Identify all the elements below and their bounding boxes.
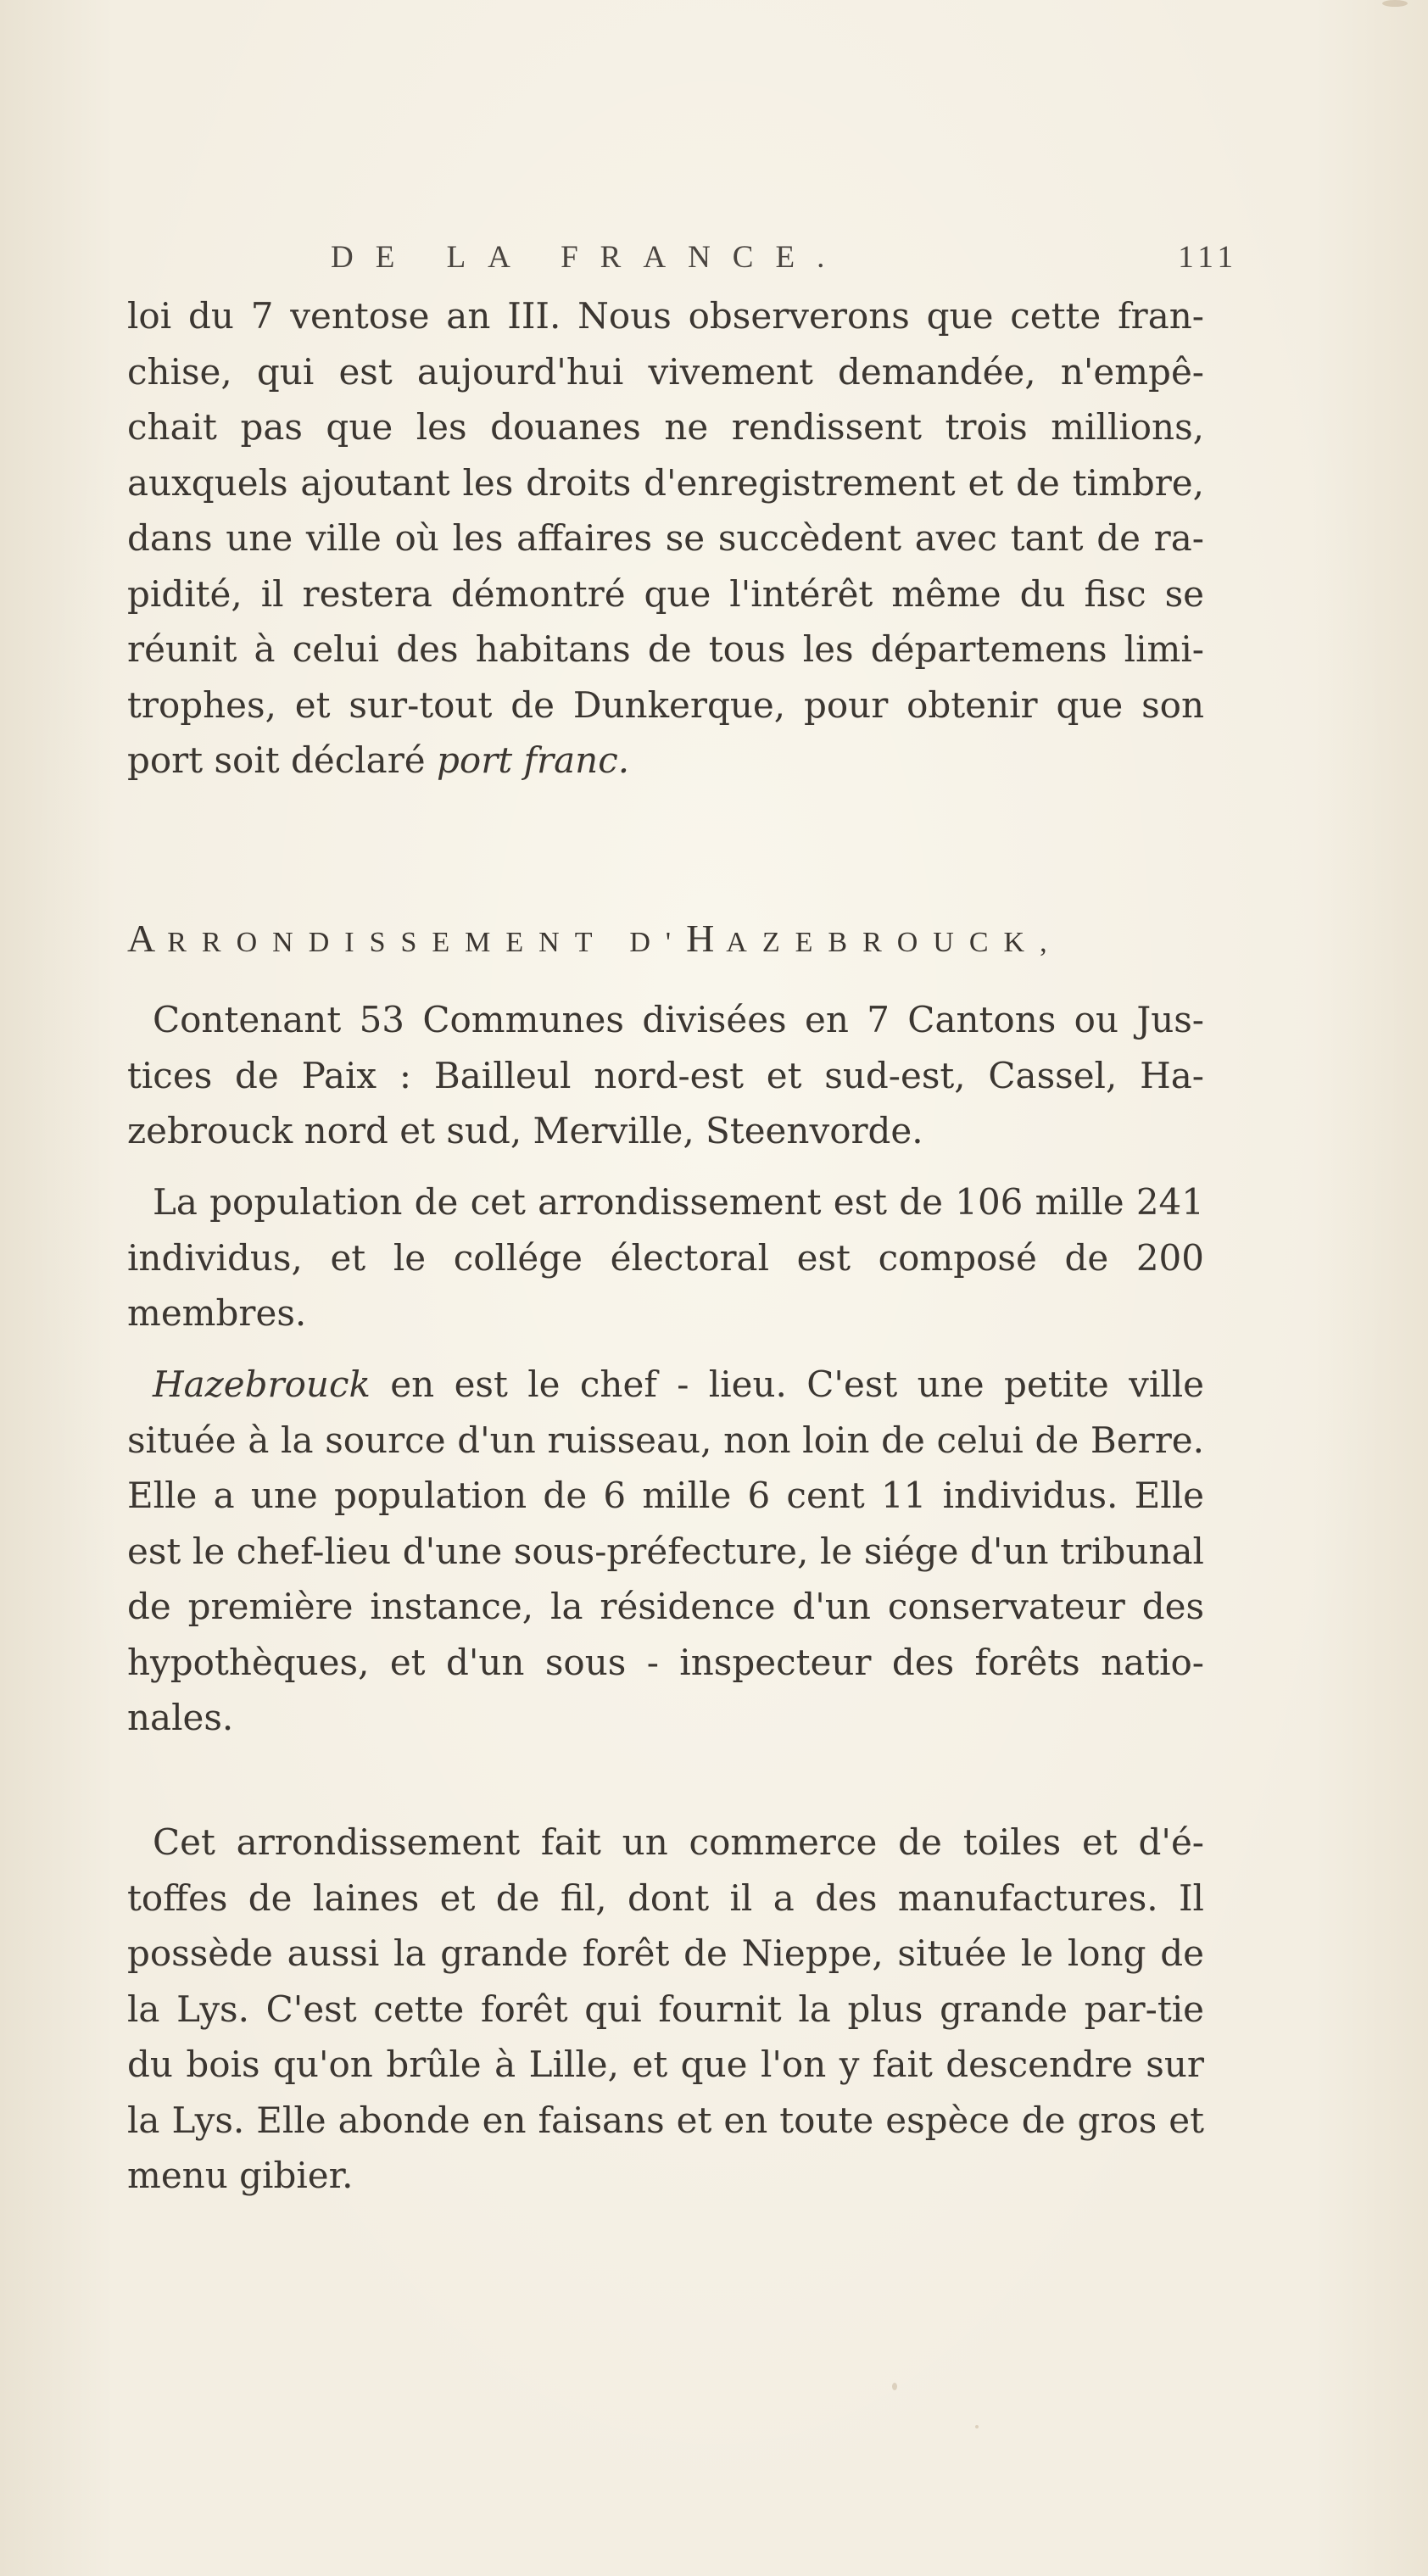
heading-name: AZEBROUCK,: [726, 927, 1063, 958]
paragraph-text: en est le chef - lieu. C'est une petite ville située à la source d'un ruisseau, non loin de celui de Berre. Elle a une population de 6 mille 6 cent 11 individus. Elle est le chef-lieu d'une sous-préfecture, le siége d'un tribunal de première instance, la résidence d'un conservateur des hypothèques, et d'un sous - inspecteur des forêts natio-nales.: [127, 1363, 1204, 1738]
paper-speck: [1382, 0, 1408, 7]
paragraph-text: Cet arrondissement fait un commerce de toiles et d'é-toffes de laines et de fil, dont il a des manufactures. Il possède aussi la grande forêt de Nieppe, située le long de la Lys. C'est cette forêt qui fournit la plus grande par-tie du bois qu'on brûle à Lille, et que l'on y fait descendre sur la Lys. Elle abonde en faisans et en toute espèce de gros et menu gibier.: [127, 1821, 1204, 2196]
heading-name-initial: H: [686, 917, 727, 960]
page-number: 111: [1178, 240, 1238, 275]
heading-prefix: RRONDISSEMENT D': [167, 927, 687, 958]
paragraph-chef-lieu: [127, 1357, 1204, 1746]
paragraph-commerce: [127, 1815, 1204, 2204]
paragraph-text: loi du 7 ventose an III. Nous observerons que cette fran-chise, qui est aujourd'hui vivement demandée, n'empê-chait pas que les douanes ne rendissent trois millions, auxquels ajoutant les droits d'enregistrement et de timbre, dans une ville où les affaires se succèdent avec tant de ra-pidité, il restera démontré que l'intérêt même du fisc se réunit à celui des habitans de tous les départemens limi-trophes, et sur-tout de Dunkerque, pour obtenir que son port soit déclaré: [127, 295, 1204, 781]
paper-speck: [892, 2383, 897, 2390]
heading-initial: A: [127, 917, 168, 960]
running-head-title: DE LA FRANCE.: [331, 240, 847, 275]
paper-speck: [975, 2425, 979, 2428]
paragraph-text: La population de cet arrondissement est de 106 mille 241 individus, et le collége électoral est composé de 200 membres.: [127, 1181, 1204, 1334]
paragraph-population: [127, 1174, 1204, 1341]
paragraph-contents: [127, 992, 1204, 1159]
italic-phrase: port franc.: [437, 739, 630, 781]
italic-town-name: Hazebrouck: [153, 1363, 371, 1405]
paragraph-text: Contenant 53 Communes divisées en 7 Cantons ou Jus-tices de Paix : Bailleul nord-est et sud-est, Cassel, Ha-zebrouck nord et sud, Merville, Steenvorde.: [127, 999, 1204, 1151]
running-head: [331, 239, 1238, 290]
section-heading: [127, 916, 1204, 961]
paragraph-continuation: [127, 288, 1204, 789]
